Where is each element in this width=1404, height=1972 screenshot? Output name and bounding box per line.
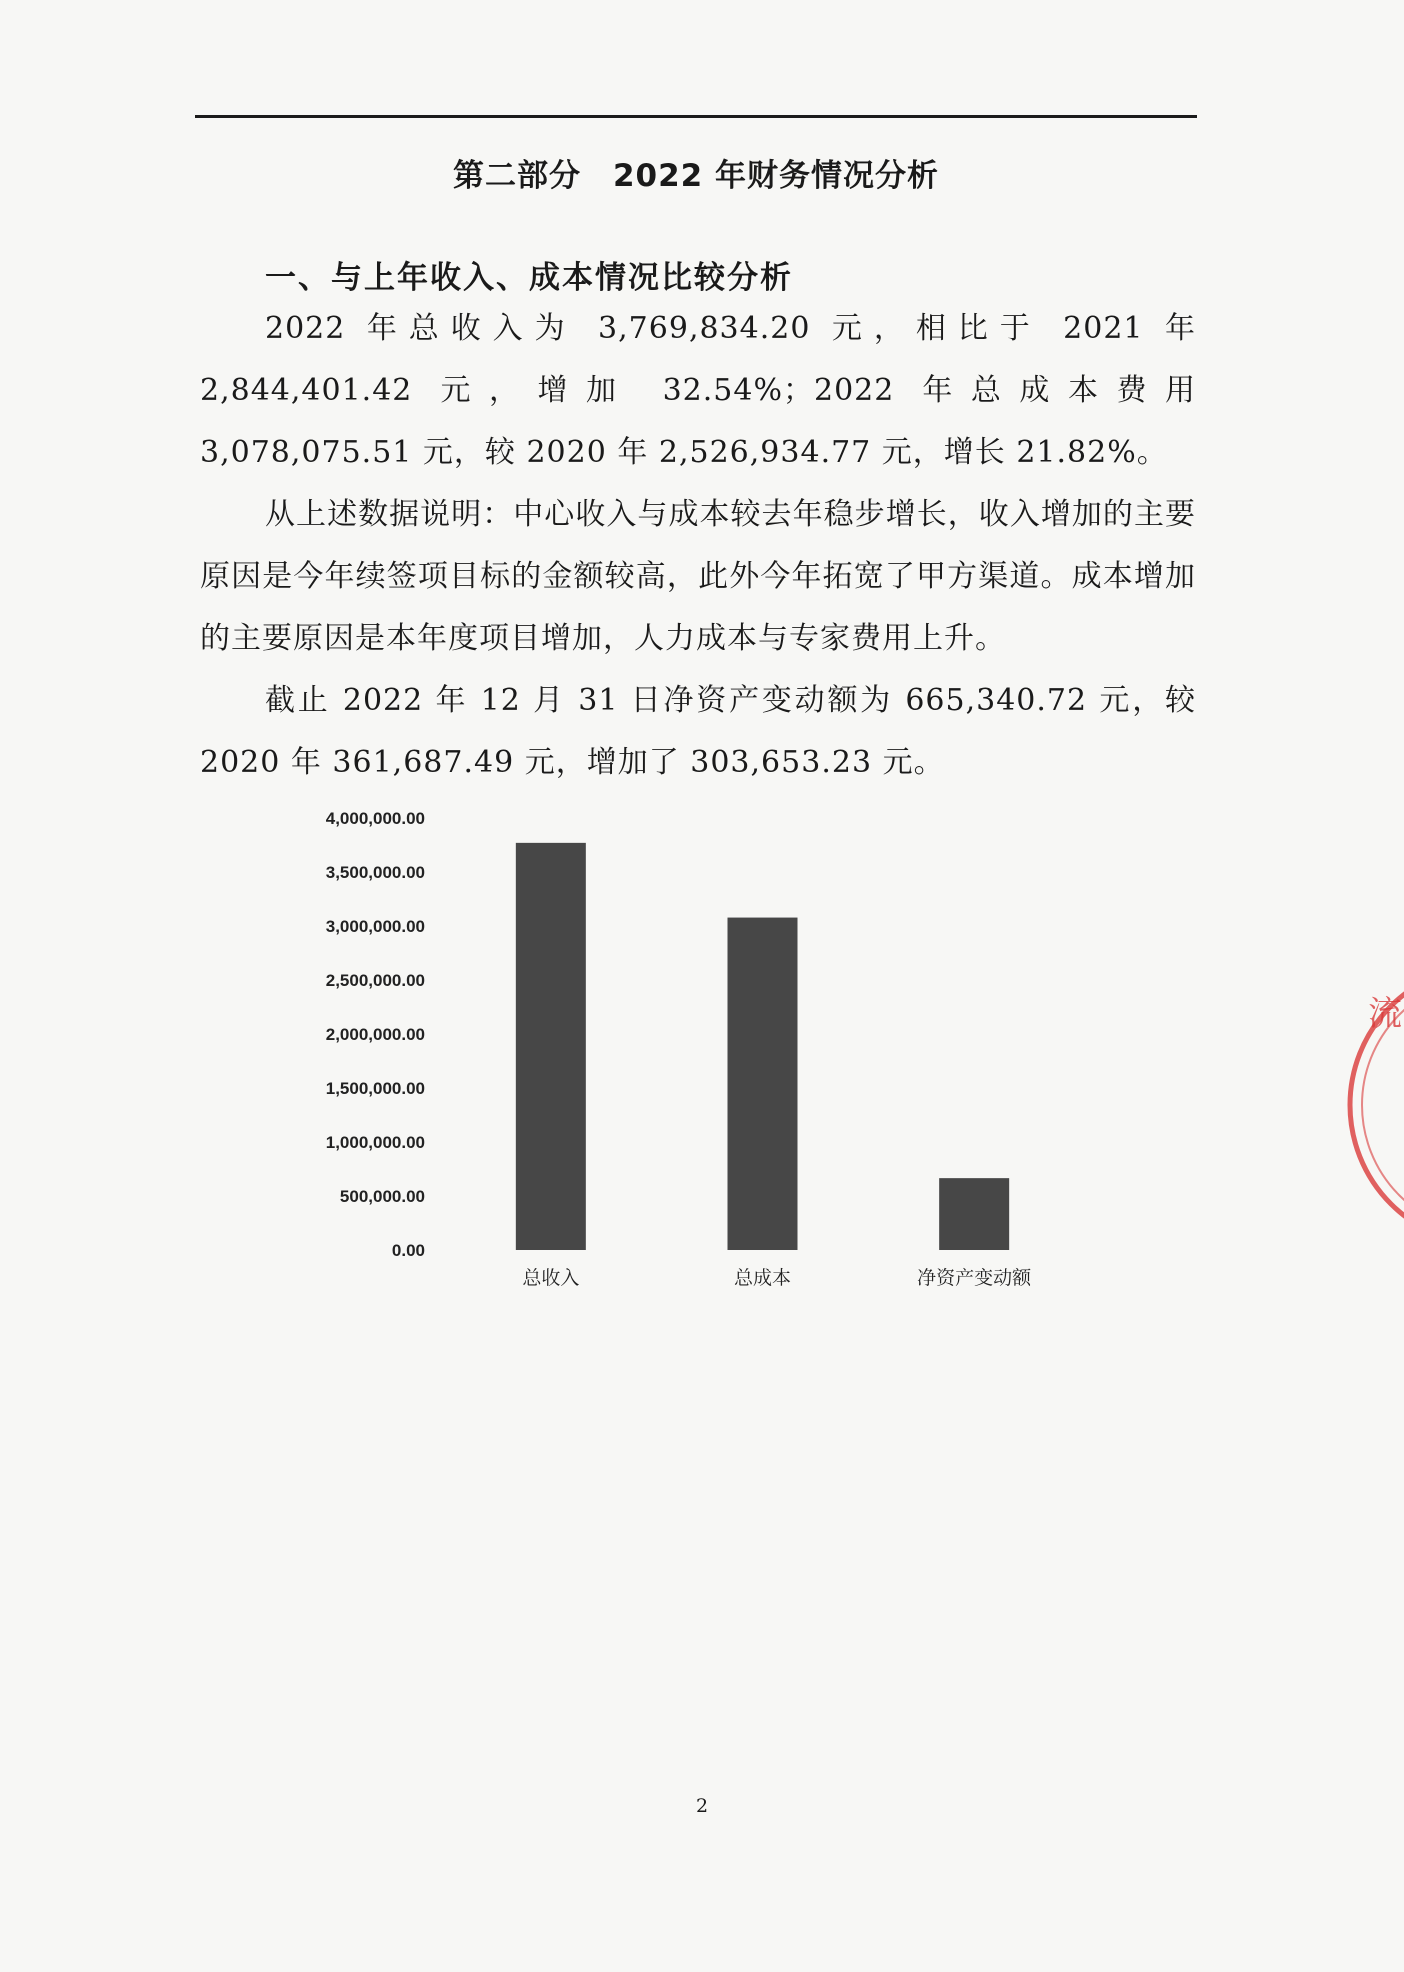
bar-3 xyxy=(939,1178,1009,1250)
y-tick-label: 3,000,000.00 xyxy=(325,917,425,936)
category-label: 净资产变动额 xyxy=(917,1267,1032,1289)
paragraph-income-cost: 2022 年总收入为 3,769,834.20 元，相比于 2021 年 2,844,401.42 元，增加 32.54%；2022 年总成本费用 3,078,075.51 元，较 2020 年 2,526,934.77 元，增长 21.82%。 xyxy=(200,311,1196,470)
y-tick-label: 1,500,000.00 xyxy=(325,1079,425,1098)
page-title: 第二部分 2022 年财务情况分析 xyxy=(452,158,940,194)
header-rule xyxy=(195,115,1197,118)
y-tick-label: 0.00 xyxy=(391,1241,425,1260)
section-heading: 一、与上年收入、成本情况比较分析 xyxy=(265,260,793,296)
red-seal-stamp xyxy=(1340,955,1404,1255)
bar-1 xyxy=(516,843,586,1250)
paragraph-net-assets: 截止 2022 年 12 月 31 日净资产变动额为 665,340.72 元，较 2020 年 361,687.49 元，增加了 303,653.23 元。 xyxy=(200,683,1196,780)
page-number: 2 xyxy=(695,1795,709,1817)
y-tick-label: 3,500,000.00 xyxy=(325,863,425,882)
category-label: 总成本 xyxy=(733,1267,792,1289)
bar-chart-svg xyxy=(270,800,1100,1320)
bar-chart xyxy=(270,800,1100,1320)
y-tick-label: 2,500,000.00 xyxy=(325,971,425,990)
bar-2 xyxy=(728,918,798,1250)
y-tick-label: 1,000,000.00 xyxy=(325,1133,425,1152)
svg-text:流: 流 xyxy=(1368,994,1402,1034)
y-tick-label: 4,000,000.00 xyxy=(325,809,425,828)
y-tick-label: 2,000,000.00 xyxy=(325,1025,425,1044)
paragraph-explanation: 从上述数据说明：中心收入与成本较去年稳步增长，收入增加的主要原因是今年续签项目标的金额较高，此外今年拓宽了甲方渠道。成本增加的主要原因是本年度项目增加，人力成本与专家费用上升。 xyxy=(200,497,1196,656)
category-label: 总收入 xyxy=(522,1267,580,1289)
y-tick-label: 500,000.00 xyxy=(339,1187,425,1206)
